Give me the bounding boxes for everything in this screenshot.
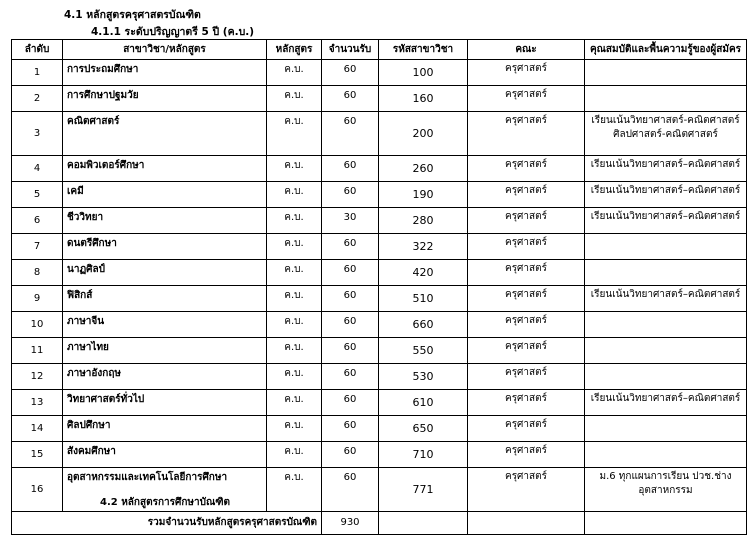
next-section-heading: 4.2 หลักสูตรการศึกษาบัณฑิต bbox=[100, 497, 231, 508]
row-code: 190 bbox=[379, 182, 468, 208]
row-qualification bbox=[585, 156, 747, 182]
row-faculty: ครุศาสตร์ bbox=[468, 312, 585, 338]
qualification-line: เรียนเน้นวิทยาศาสตร์-คณิตศาสตร์ bbox=[591, 115, 740, 126]
row-no: 12 bbox=[12, 364, 63, 390]
row-qualification bbox=[585, 364, 747, 390]
row-faculty: ครุศาสตร์ bbox=[468, 442, 585, 468]
row-program: สังคมศึกษา bbox=[63, 442, 267, 468]
row-quota: 60 bbox=[322, 182, 379, 208]
row-no: 8 bbox=[12, 260, 63, 286]
table-row bbox=[12, 182, 747, 208]
row-code: 660 bbox=[379, 312, 468, 338]
table-row bbox=[12, 234, 747, 260]
row-faculty: ครุศาสตร์ bbox=[468, 390, 585, 416]
table-row bbox=[12, 416, 747, 442]
row-no: 3 bbox=[12, 112, 63, 156]
qualification-line: เรียนเน้นวิทยาศาสตร์–คณิตศาสตร์ bbox=[590, 159, 741, 170]
row-degree: ค.บ. bbox=[267, 468, 322, 512]
row-qualification bbox=[585, 208, 747, 234]
table-row bbox=[12, 86, 747, 112]
row-code: 550 bbox=[379, 338, 468, 364]
total-label: รวมจำนวนรับหลักสูตรครุศาสตรบัณฑิต bbox=[12, 512, 322, 535]
row-code: 530 bbox=[379, 364, 468, 390]
row-program: นาฏศิลป์ bbox=[63, 260, 267, 286]
row-faculty: ครุศาสตร์ bbox=[468, 208, 585, 234]
row-degree: ค.บ. bbox=[267, 364, 322, 390]
qualification-line: เรียนเน้นวิทยาศาสตร์–คณิตศาสตร์ bbox=[590, 211, 741, 222]
table-row bbox=[12, 390, 747, 416]
row-program: ศิลปศึกษา bbox=[63, 416, 267, 442]
table-row bbox=[12, 260, 747, 286]
row-code: 322 bbox=[379, 234, 468, 260]
row-quota: 60 bbox=[322, 86, 379, 112]
row-code: 610 bbox=[379, 390, 468, 416]
row-qualification bbox=[585, 60, 747, 86]
row-code: 650 bbox=[379, 416, 468, 442]
row-degree: ค.บ. bbox=[267, 208, 322, 234]
row-program: คณิตศาสตร์ bbox=[63, 112, 267, 156]
row-no: 10 bbox=[12, 312, 63, 338]
row-quota: 60 bbox=[322, 156, 379, 182]
row-faculty: ครุศาสตร์ bbox=[468, 112, 585, 156]
row-quota: 60 bbox=[322, 286, 379, 312]
row-program: ภาษาไทย bbox=[63, 338, 267, 364]
row-program: ภาษาจีน bbox=[63, 312, 267, 338]
row-no: 9 bbox=[12, 286, 63, 312]
row-degree: ค.บ. bbox=[267, 416, 322, 442]
row-quota: 60 bbox=[322, 442, 379, 468]
row-code: 100 bbox=[379, 60, 468, 86]
table-row bbox=[12, 156, 747, 182]
total-row bbox=[12, 512, 747, 535]
row-code: 280 bbox=[379, 208, 468, 234]
col-header-program: สาขาวิชา/หลักสูตร bbox=[63, 40, 267, 60]
row-program: เคมี bbox=[63, 182, 267, 208]
row-degree: ค.บ. bbox=[267, 86, 322, 112]
row-degree: ค.บ. bbox=[267, 182, 322, 208]
row-quota: 60 bbox=[322, 390, 379, 416]
col-header-qualification: คุณสมบัติและพื้นความรู้ของผู้สมัคร bbox=[585, 40, 747, 60]
table-row bbox=[12, 338, 747, 364]
row-faculty: ครุศาสตร์ bbox=[468, 60, 585, 86]
qualification-line: เรียนเน้นวิทยาศาสตร์–คณิตศาสตร์ bbox=[590, 185, 741, 196]
row-program: วิทยาศาสตร์ทั่วไป bbox=[63, 390, 267, 416]
row-qualification bbox=[585, 468, 747, 512]
col-header-code: รหัสสาขาวิชา bbox=[379, 40, 468, 60]
row-no: 5 bbox=[12, 182, 63, 208]
row-no: 13 bbox=[12, 390, 63, 416]
row-qualification bbox=[585, 338, 747, 364]
row-faculty: ครุศาสตร์ bbox=[468, 364, 585, 390]
row-no: 14 bbox=[12, 416, 63, 442]
row-program: อุตสาหกรรมและเทคโนโลยีการศึกษา bbox=[63, 468, 267, 512]
table-row bbox=[12, 286, 747, 312]
qualification-line: เรียนเน้นวิทยาศาสตร์–คณิตศาสตร์ bbox=[590, 393, 741, 404]
row-quota: 60 bbox=[322, 112, 379, 156]
qualification-line: อุตสาหกรรม bbox=[638, 485, 693, 496]
row-code: 160 bbox=[379, 86, 468, 112]
row-quota: 60 bbox=[322, 338, 379, 364]
row-no: 1 bbox=[12, 60, 63, 86]
row-faculty: ครุศาสตร์ bbox=[468, 338, 585, 364]
section-heading: 4.1 หลักสูตรครุศาสตรบัณฑิต bbox=[64, 9, 201, 21]
col-header-faculty: คณะ bbox=[468, 40, 585, 60]
table-row bbox=[12, 60, 747, 86]
row-degree: ค.บ. bbox=[267, 390, 322, 416]
row-qualification bbox=[585, 112, 747, 156]
row-program: ดนตรีศึกษา bbox=[63, 234, 267, 260]
qualification-line: เรียนเน้นวิทยาศาสตร์–คณิตศาสตร์ bbox=[590, 289, 741, 300]
row-faculty: ครุศาสตร์ bbox=[468, 156, 585, 182]
col-header-quota: จำนวนรับ bbox=[322, 40, 379, 60]
row-qualification bbox=[585, 442, 747, 468]
subsection-heading: 4.1.1 ระดับปริญญาตรี 5 ปี (ค.บ.) bbox=[91, 26, 255, 38]
row-no: 2 bbox=[12, 86, 63, 112]
qualification-line: ศิลปศาสตร์-คณิตศาสตร์ bbox=[613, 129, 718, 140]
col-header-degree: หลักสูตร bbox=[267, 40, 322, 60]
table-row bbox=[12, 312, 747, 338]
row-program: การประถมศึกษา bbox=[63, 60, 267, 86]
row-qualification bbox=[585, 260, 747, 286]
row-code: 260 bbox=[379, 156, 468, 182]
row-degree: ค.บ. bbox=[267, 338, 322, 364]
col-header-no: ลำดับ bbox=[12, 40, 63, 60]
row-no: 6 bbox=[12, 208, 63, 234]
row-no: 11 bbox=[12, 338, 63, 364]
row-quota: 60 bbox=[322, 60, 379, 86]
row-program: ภาษาอังกฤษ bbox=[63, 364, 267, 390]
table-row bbox=[12, 364, 747, 390]
row-quota: 60 bbox=[322, 468, 379, 512]
row-qualification bbox=[585, 86, 747, 112]
row-quota: 30 bbox=[322, 208, 379, 234]
row-faculty: ครุศาสตร์ bbox=[468, 182, 585, 208]
row-faculty: ครุศาสตร์ bbox=[468, 286, 585, 312]
row-faculty: ครุศาสตร์ bbox=[468, 468, 585, 512]
table-header-row bbox=[12, 40, 747, 60]
row-code: 200 bbox=[379, 112, 468, 156]
row-degree: ค.บ. bbox=[267, 286, 322, 312]
table-row bbox=[12, 208, 747, 234]
programs-table bbox=[11, 39, 747, 535]
row-qualification bbox=[585, 390, 747, 416]
row-no: 7 bbox=[12, 234, 63, 260]
row-program: ฟิสิกส์ bbox=[63, 286, 267, 312]
row-no: 16 bbox=[12, 468, 63, 512]
row-code: 420 bbox=[379, 260, 468, 286]
row-code: 771 bbox=[379, 468, 468, 512]
row-faculty: ครุศาสตร์ bbox=[468, 260, 585, 286]
row-degree: ค.บ. bbox=[267, 234, 322, 260]
row-qualification bbox=[585, 312, 747, 338]
row-degree: ค.บ. bbox=[267, 260, 322, 286]
row-qualification bbox=[585, 182, 747, 208]
row-degree: ค.บ. bbox=[267, 156, 322, 182]
row-program: ชีววิทยา bbox=[63, 208, 267, 234]
row-program: คอมพิวเตอร์ศึกษา bbox=[63, 156, 267, 182]
row-qualification bbox=[585, 234, 747, 260]
row-quota: 60 bbox=[322, 312, 379, 338]
row-degree: ค.บ. bbox=[267, 312, 322, 338]
row-quota: 60 bbox=[322, 260, 379, 286]
row-degree: ค.บ. bbox=[267, 112, 322, 156]
row-quota: 60 bbox=[322, 364, 379, 390]
total-value: 930 bbox=[322, 512, 379, 535]
row-quota: 60 bbox=[322, 416, 379, 442]
row-qualification bbox=[585, 416, 747, 442]
row-faculty: ครุศาสตร์ bbox=[468, 86, 585, 112]
row-code: 710 bbox=[379, 442, 468, 468]
row-code: 510 bbox=[379, 286, 468, 312]
row-degree: ค.บ. bbox=[267, 60, 322, 86]
row-degree: ค.บ. bbox=[267, 442, 322, 468]
row-faculty: ครุศาสตร์ bbox=[468, 234, 585, 260]
table-row bbox=[12, 442, 747, 468]
row-program: การศึกษาปฐมวัย bbox=[63, 86, 267, 112]
table-body bbox=[12, 60, 747, 512]
row-quota: 60 bbox=[322, 234, 379, 260]
row-no: 15 bbox=[12, 442, 63, 468]
row-qualification bbox=[585, 286, 747, 312]
row-no: 4 bbox=[12, 156, 63, 182]
table-row bbox=[12, 112, 747, 156]
qualification-line: ม.6 ทุกแผนการเรียน ปวช.ช่าง bbox=[599, 471, 732, 482]
row-faculty: ครุศาสตร์ bbox=[468, 416, 585, 442]
